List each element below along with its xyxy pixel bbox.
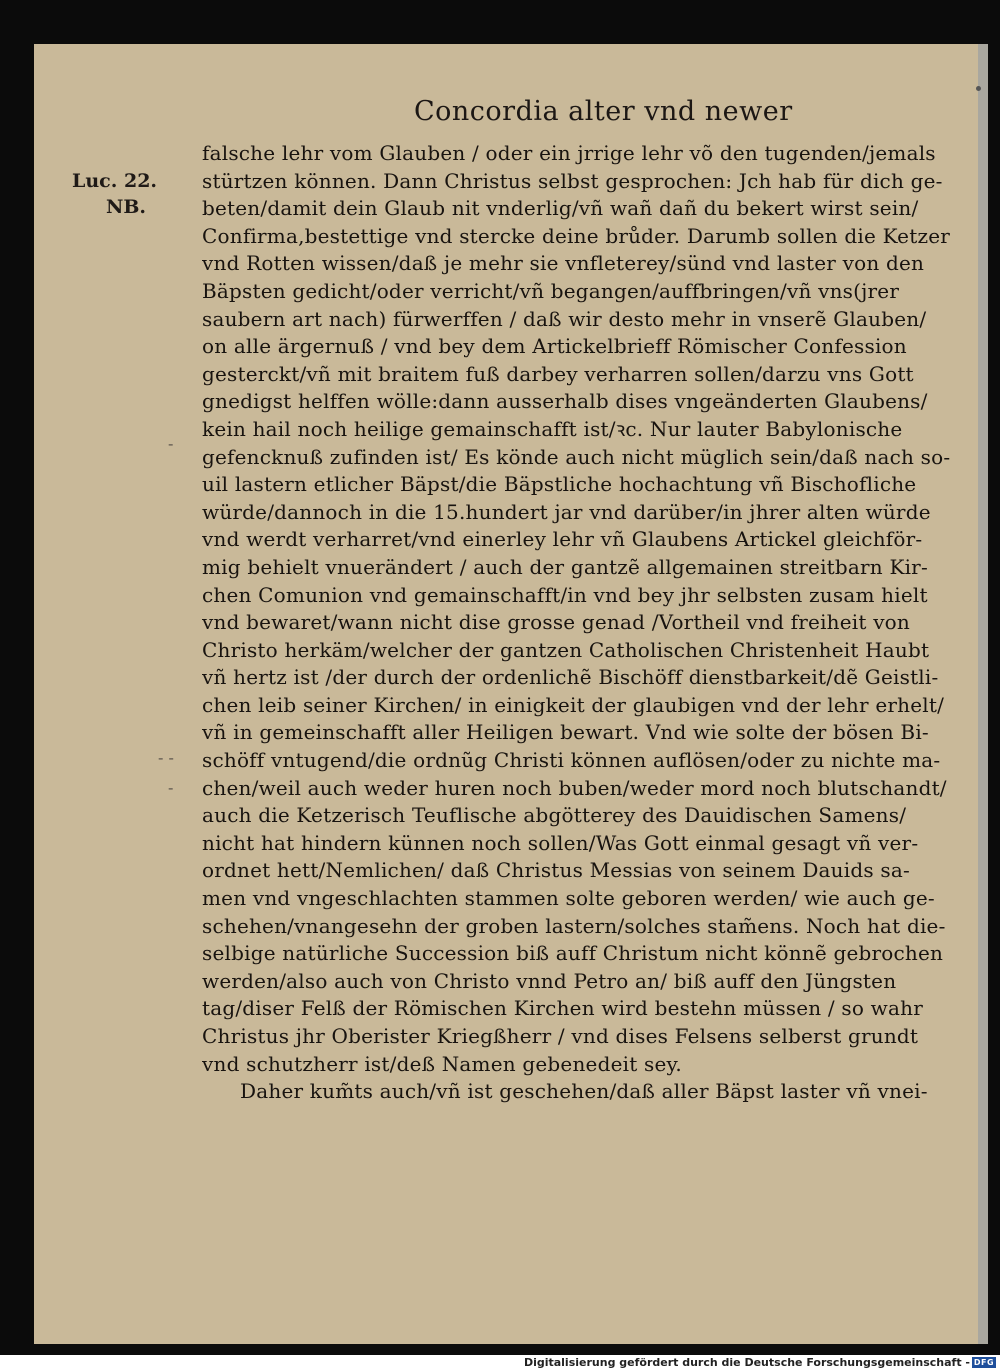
text-line: tag/diser Felß der Römischen Kirchen wird bestehn müssen / so wahr [202, 996, 923, 1021]
text-line: chen/weil auch weder huren noch buben/weder mord noch blutschandt/ [202, 775, 947, 800]
text-line: vnd schutzherr ist/deß Namen gebenedeit sey. [202, 1051, 682, 1076]
text-line: vñ in gemeinschafft aller Heiligen bewart. Vnd wie solte der bösen Bi- [202, 720, 929, 745]
text-line: mig behielt vnuerändert / auch der gantzẽ allgemainen streitbarn Kir- [202, 554, 928, 579]
text-line: kein hail noch heilige gemainschafft ist/ꝛc. Nur lauter Babylonische [202, 416, 903, 441]
text-line: ordnet hett/Nemlichen/ daß Christus Messias von seinem Dauids sa- [202, 858, 910, 883]
dfg-logo-icon: DFG [973, 1358, 995, 1367]
text-line: stürtzen können. Dann Christus selbst gesprochen: Jch hab für dich ge- [202, 168, 943, 193]
margin-mark: - [168, 434, 174, 453]
running-header: Concordia alter vnd newer [414, 96, 793, 127]
text-line: chen Comunion vnd gemainschafft/in vnd bey jhr selbsten zusam hielt [202, 582, 928, 607]
text-line: chen leib seiner Kirchen/ in einigkeit der glaubigen vnd der lehr erhelt/ [202, 692, 945, 717]
margin-mark: - [168, 778, 174, 797]
text-line: gesterckt/vñ mit braitem fuß darbey verharren sollen/darzu vns Gott [202, 361, 914, 386]
text-line: würde/dannoch in die 15.hundert jar vnd darüber/in jhrer alten würde [202, 499, 931, 524]
text-line: schöff vntugend/die ordnũg Christi können auflösen/oder zu nichte ma- [202, 748, 941, 773]
text-line: Confirma,bestettige vnd stercke deine brůder. Darumb sollen die Ketzer [202, 223, 950, 248]
text-line: Bäpsten gedicht/oder verricht/vñ begangen/auffbringen/vñ vns(jrer [202, 278, 900, 303]
text-line-paragraph-start: Daher kum̃ts auch/vñ ist geschehen/daß aller Bäpst laster vñ vnei- [240, 1079, 928, 1104]
scanned-page [34, 44, 988, 1344]
text-line: saubern art nach) fürwerffen / daß wir desto mehr in vnserẽ Glauben/ [202, 306, 927, 331]
text-line: werden/also auch von Christo vnnd Petro an/ biß auff den Jüngsten [202, 968, 897, 993]
text-line: vnd Rotten wissen/daß je mehr sie vnfleterey/sünd vnd laster von den [202, 251, 925, 276]
text-line: selbige natürliche Succession biß auff Christum nicht könnẽ gebrochen [202, 941, 944, 966]
text-line: Christus jhr Oberister Kriegßherr / vnd dises Felsens selberst grundt [202, 1024, 919, 1048]
text-line: auch die Ketzerisch Teuflische abgötterey des Dauidischen Samens/ [202, 803, 907, 828]
margin-note-nb: NB. [106, 196, 147, 218]
text-line: vnd bewaret/wann nicht dise grosse genad /Vortheil vnd freiheit von [202, 610, 911, 635]
text-line: schehen/vnangesehn der groben lastern/solches stam̃ens. Noch hat die- [202, 913, 946, 938]
body-text [202, 140, 954, 1106]
text-line: vñ hertz ist /der durch der ordenlichẽ Bischöff dienstbarkeit/dẽ Geistli- [202, 665, 939, 690]
text-line: nicht hat hindern künnen noch sollen/Was Gott einmal gesagt vñ ver- [202, 830, 919, 855]
margin-mark: - - [158, 748, 174, 767]
text-line: uil lastern etlicher Bäpst/die Bäpstliche hochachtung vñ Bischofliche [202, 472, 917, 497]
text-line: vnd werdt verharret/vnd einerley lehr vñ Glaubens Artickel gleichför- [202, 527, 923, 552]
text-line: gefencknuß zufinden ist/ Es könde auch nicht müglich sein/daß nach so- [202, 444, 951, 469]
margin-note-reference: Luc. 22. [72, 170, 158, 192]
text-line: Christo herkäm/welcher der gantzen Catholischen Christenheit Haubt [202, 637, 930, 662]
text-line: men vnd vngeschlachten stammen solte geboren werden/ wie auch ge- [202, 886, 935, 911]
text-line: gnedigst helffen wölle:dann ausserhalb dises vngeänderten Glaubens/ [202, 389, 928, 414]
funding-credit: Digitalisierung gefördert durch die Deutsche Forschungsgemeinschaft - [523, 1356, 970, 1369]
page-corner-mark [976, 86, 981, 91]
footer-bar [0, 1355, 1000, 1370]
text-line: falsche lehr vom Glauben / oder ein jrrige lehr võ den tugenden/jemals [202, 141, 936, 165]
text-line: beten/damit dein Glaub nit vnderlig/vñ wañ dañ du bekert wirst sein/ [202, 196, 919, 221]
text-line: on alle ärgernuß / vnd bey dem Artickelbrieff Römischer Confession [202, 334, 907, 359]
